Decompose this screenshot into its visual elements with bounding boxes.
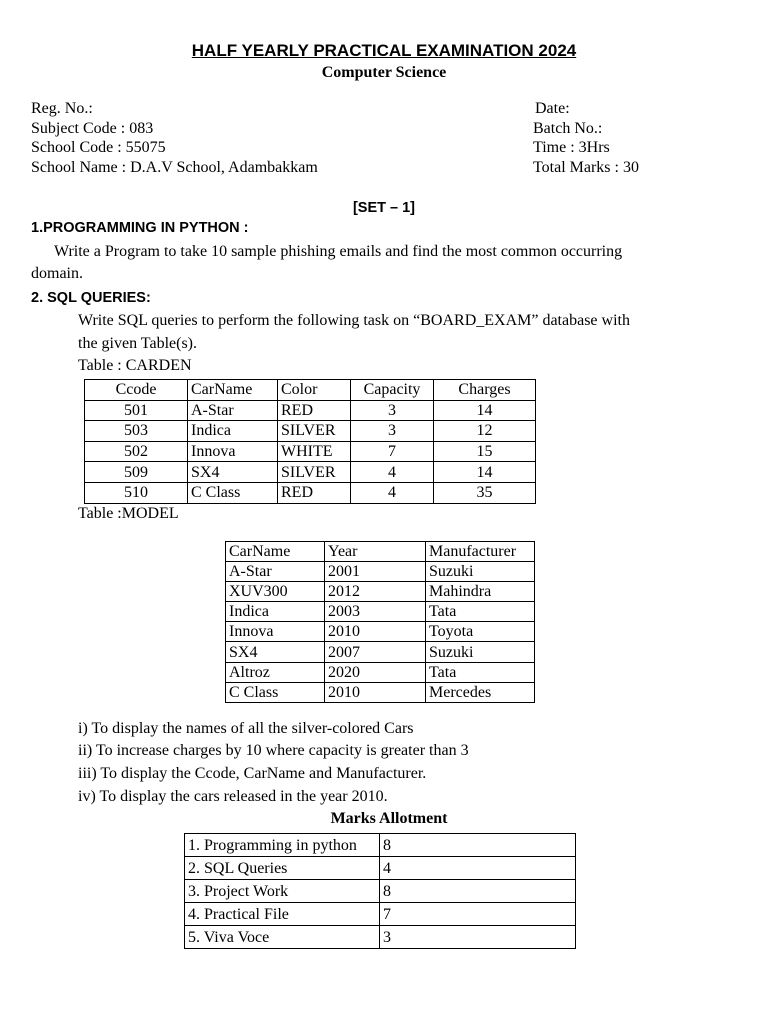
table-cell: 3. Project Work [185, 880, 380, 903]
table-cell: 502 [85, 441, 188, 462]
table-cell: Toyota [426, 622, 535, 642]
table-cell: 4. Practical File [185, 903, 380, 926]
table-row [185, 834, 576, 857]
table-row [226, 642, 535, 662]
table-cell: C Class [188, 482, 278, 503]
subject-code: Subject Code : 083 [31, 120, 154, 137]
table-cell: Suzuki [426, 562, 535, 582]
section1-question-line1: Write a Program to take 10 sample phishing emails and find the most common occurring [54, 243, 623, 260]
table-cell: SX4 [188, 462, 278, 483]
section2-question-line2: the given Table(s). [78, 335, 197, 352]
table-cell: 5. Viva Voce [185, 926, 380, 949]
table-cell: 4 [351, 462, 434, 483]
table-row [226, 602, 535, 622]
table-cell: 2010 [325, 622, 426, 642]
subject-title: Computer Science [321, 64, 447, 81]
table-header-cell: Manufacturer [426, 542, 535, 562]
table-row [85, 441, 536, 462]
carden-table [84, 379, 536, 504]
page-title: HALF YEARLY PRACTICAL EXAMINATION 2024 [191, 41, 577, 60]
table-cell: 2003 [325, 602, 426, 622]
date-label: Date: [535, 100, 570, 117]
query-item: iii) To display the Ccode, CarName and Manufacturer. [78, 765, 427, 782]
table-cell: 2010 [325, 682, 426, 702]
table-row [185, 926, 576, 949]
table-row [226, 682, 535, 702]
table-row [226, 582, 535, 602]
table-header-cell: Charges [434, 380, 536, 401]
table-cell: XUV300 [226, 582, 325, 602]
table-cell: Innova [226, 622, 325, 642]
section2-question-line1: Write SQL queries to perform the following task on “BOARD_EXAM” database with [78, 312, 630, 329]
table-cell: 503 [85, 421, 188, 442]
time-label: Time : 3Hrs [533, 139, 610, 156]
total-marks: Total Marks : 30 [533, 159, 639, 176]
table-header-row [226, 542, 535, 562]
table-header-cell: Year [325, 542, 426, 562]
table-cell: WHITE [278, 441, 351, 462]
table-cell: Suzuki [426, 642, 535, 662]
table-row [226, 562, 535, 582]
table-cell: Tata [426, 602, 535, 622]
marks-allotment-table [184, 833, 576, 949]
table-cell: 2001 [325, 562, 426, 582]
table-cell: 4 [351, 482, 434, 503]
table-cell: A-Star [188, 400, 278, 421]
table-cell: 7 [351, 441, 434, 462]
query-item: i) To display the names of all the silver-colored Cars [78, 720, 414, 737]
section1-question-line2: domain. [31, 265, 83, 282]
table-cell: 1. Programming in python [185, 834, 380, 857]
table-cell: 510 [85, 482, 188, 503]
table-cell: 35 [434, 482, 536, 503]
table-header-cell: CarName [188, 380, 278, 401]
section1-heading: 1.PROGRAMMING IN PYTHON : [31, 220, 249, 236]
table-row [85, 421, 536, 442]
set-label: [SET – 1] [352, 200, 416, 216]
table-cell: Altroz [226, 662, 325, 682]
table-cell: 3 [351, 400, 434, 421]
section2-heading: 2. SQL QUERIES: [31, 290, 151, 306]
model-table [225, 541, 535, 703]
table-header-cell: Ccode [85, 380, 188, 401]
table-cell: 2012 [325, 582, 426, 602]
table-cell: RED [278, 482, 351, 503]
school-name: School Name : D.A.V School, Adambakkam [31, 159, 318, 176]
table-cell: SX4 [226, 642, 325, 662]
model-table-label: Table :MODEL [78, 505, 179, 522]
table-cell: 4 [380, 857, 576, 880]
table-header-cell: CarName [226, 542, 325, 562]
table-row [85, 482, 536, 503]
table-row [85, 400, 536, 421]
reg-no-label: Reg. No.: [31, 100, 93, 117]
table-cell: A-Star [226, 562, 325, 582]
table-cell: Innova [188, 441, 278, 462]
table-cell: Indica [188, 421, 278, 442]
table-cell: 509 [85, 462, 188, 483]
query-item: iv) To display the cars released in the year 2010. [78, 788, 388, 805]
table-cell: Mahindra [426, 582, 535, 602]
table-row [226, 662, 535, 682]
table-row [185, 903, 576, 926]
table-cell: SILVER [278, 421, 351, 442]
marks-allotment-title: Marks Allotment [330, 810, 448, 827]
table-cell: 15 [434, 441, 536, 462]
table-cell: 14 [434, 400, 536, 421]
table-cell: 12 [434, 421, 536, 442]
table-cell: RED [278, 400, 351, 421]
table-row [185, 880, 576, 903]
table-cell: C Class [226, 682, 325, 702]
table-cell: 2020 [325, 662, 426, 682]
table-cell: 3 [380, 926, 576, 949]
table-row [85, 462, 536, 483]
query-item: ii) To increase charges by 10 where capacity is greater than 3 [78, 742, 469, 759]
table-cell: Mercedes [426, 682, 535, 702]
batch-no-label: Batch No.: [533, 120, 603, 137]
table-cell: Indica [226, 602, 325, 622]
table-header-cell: Color [278, 380, 351, 401]
table-cell: 8 [380, 880, 576, 903]
school-code: School Code : 55075 [31, 139, 166, 156]
table-cell: 2. SQL Queries [185, 857, 380, 880]
table-cell: 501 [85, 400, 188, 421]
table-cell: 7 [380, 903, 576, 926]
table-cell: 2007 [325, 642, 426, 662]
table-cell: 8 [380, 834, 576, 857]
table-cell: SILVER [278, 462, 351, 483]
table-row [185, 857, 576, 880]
table-cell: 3 [351, 421, 434, 442]
table-header-row [85, 380, 536, 401]
table-cell: Tata [426, 662, 535, 682]
table-header-cell: Capacity [351, 380, 434, 401]
table-row [226, 622, 535, 642]
table-cell: 14 [434, 462, 536, 483]
carden-table-label: Table : CARDEN [78, 357, 192, 374]
